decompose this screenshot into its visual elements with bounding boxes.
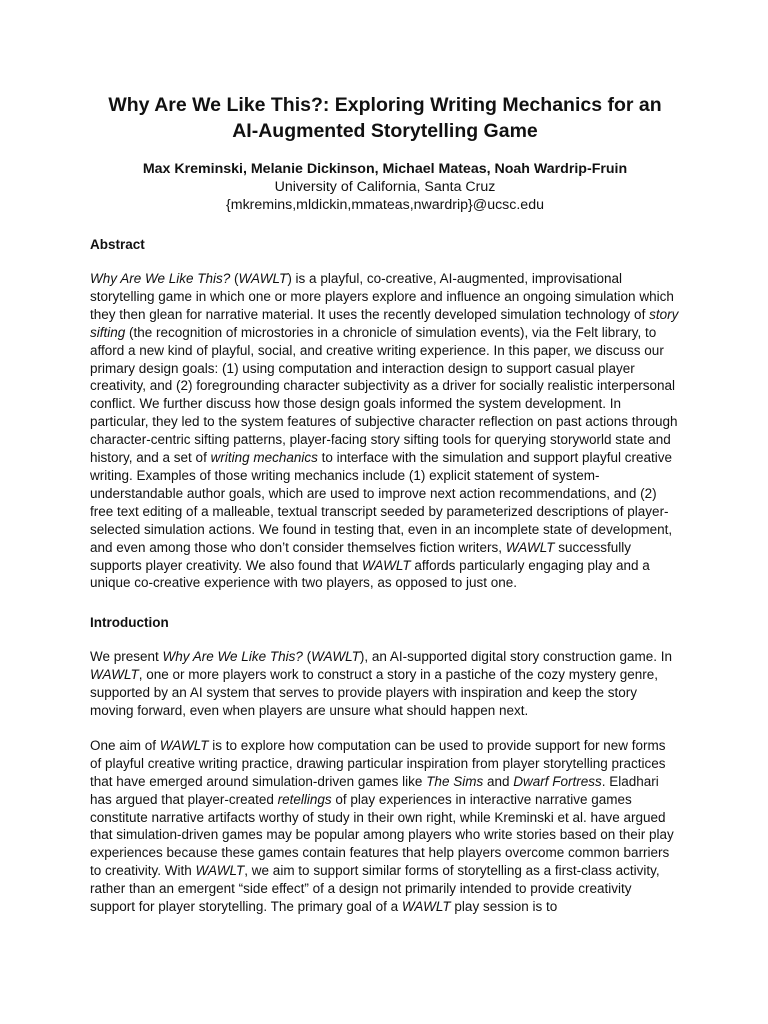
abstract-text: to interface with the simulation and support playful creative writing. Examples of those writing mechanics include (1) explicit statement of system-understandable author goals, which are used to improve next action recommendations, and (2) free text editing of a malleable, textual transcript seeded by parameterized descriptions of player-selected simulation actions. We found in testing that, even in an incomplete state of development, and even among those who don’t consider themselves fiction writers, — [90, 450, 673, 555]
intro-text: Why Are We Like This? — [162, 649, 303, 665]
paper-title-line-1: Why Are We Like This?: Exploring Writing Mechanics for an — [108, 94, 662, 116]
intro-text: . Eladhari has argued that player-created — [90, 773, 659, 807]
abstract-text: successfully supports player creativity. We also found that — [90, 539, 632, 573]
paper-page — [90, 92, 680, 916]
affiliation: University of California, Santa Cruz — [274, 179, 496, 195]
abstract-text: ( — [230, 271, 239, 286]
paper-title — [90, 92, 680, 144]
abstract-text: writing mechanics — [210, 450, 318, 466]
intro-text: WAWLT — [90, 667, 139, 683]
abstract-heading: Abstract — [90, 237, 145, 252]
abstract-text: WAWLT — [505, 539, 555, 555]
intro-text: One aim of — [90, 737, 160, 753]
intro-text: play session is to — [450, 899, 558, 915]
intro-text: Dwarf Fortress — [513, 773, 602, 789]
intro-text: The Sims — [426, 773, 484, 789]
paper-title-line-2: AI-Augmented Storytelling Game — [232, 120, 538, 142]
intro-text: ), an AI-supported digital story construction game. In — [359, 649, 673, 665]
abstract-paragraph — [90, 270, 680, 592]
abstract-text: Why Are We Like This? — [90, 271, 231, 286]
intro-text: , we aim to support similar forms of storytelling as a first-class activity, rather than an emergent “side effect” of a design not primarily intended to provide creativity support for player storytelling. The primary goal of a — [90, 863, 660, 915]
intro-text: of play experiences in interactive narrative games constitute narrative artifacts worthy of study in their own right, while Kreminski et al. have argued that simulation-driven games may be popular among players who write stories based on their play experiences because these games contain features that help players overcome common barriers to creativity. With — [90, 791, 674, 879]
intro-text: and — [483, 773, 514, 789]
intro-text: WAWLT — [159, 737, 209, 753]
abstract-text: affords particularly engaging play and a unique co-creative experience with two players, as opposed to just one. — [90, 557, 650, 591]
abstract-text: WAWLT — [361, 557, 411, 573]
abstract-text: ) is a playful, co-creative, AI-augmented, improvisational storytelling game in which one or more players explore and influence an ongoing simulation which they then glean for narrative material. It uses the recently developed simulation technology of — [90, 271, 674, 322]
introduction-paragraph-1 — [90, 648, 680, 720]
abstract-text: WAWLT — [238, 271, 288, 286]
abstract-text: story sifting — [90, 306, 679, 340]
author-list: Max Kreminski, Melanie Dickinson, Michael Mateas, Noah Wardrip-Fruin — [142, 161, 628, 177]
author-emails: {mkremins,mldickin,mmateas,nwardrip}@ucsc.edu — [226, 197, 544, 213]
intro-text: WAWLT — [311, 649, 360, 665]
intro-text: is to explore how computation can be used to provide support for new forms of playful creative writing practice, drawing particular inspiration from player storytelling practices that have emerged around simulation-driven games like — [90, 737, 666, 789]
introduction-paragraph-2 — [90, 737, 680, 916]
intro-text: WAWLT — [195, 863, 245, 879]
intro-text: ( — [302, 649, 312, 665]
abstract-text: (the recognition of microstories in a chronicle of simulation events), via the Felt library, to afford a new kind of playful, social, and creative writing experience. In this paper, we discuss our primary design goals: (1) using computation and interaction design to support casual player creativity, and (2) foregrounding character subjectivity as a driver for socially realistic interpersonal conflict. We further discuss how those design goals informed the system development. In particular, they led to the system features of subjective character reflection on past actions through character-centric sifting patterns, player-facing story sifting tools for querying storyworld state and history, and a set of — [90, 324, 678, 466]
intro-text: retellings — [277, 791, 332, 807]
intro-text: WAWLT — [401, 899, 451, 915]
intro-text: We present — [90, 649, 163, 665]
introduction-heading: Introduction — [90, 615, 169, 631]
intro-text: , one or more players work to construct a story in a pastiche of the cozy mystery genre, supported by an AI system that serves to provide players with inspiration and keep the story moving forward, even when players are unsure what should happen next. — [90, 667, 658, 719]
